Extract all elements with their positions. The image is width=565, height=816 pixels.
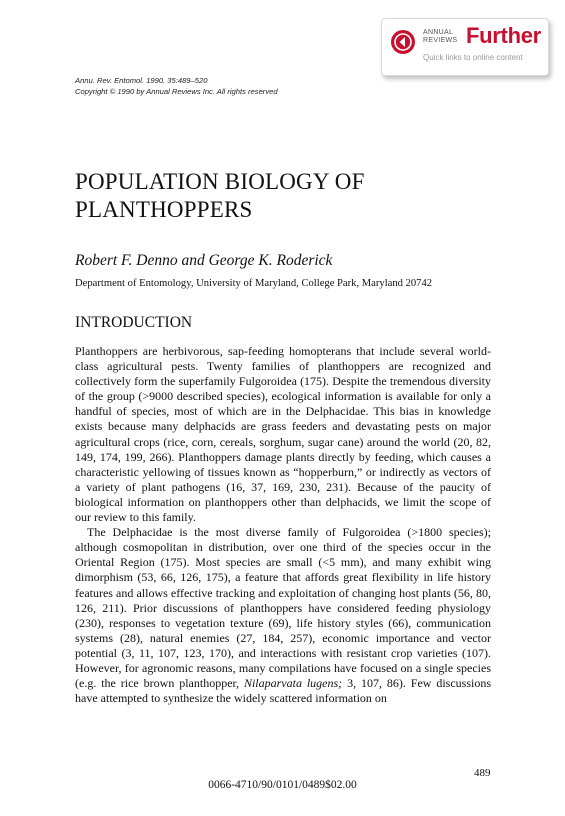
copyright-notice: Copyright © 1990 by Annual Reviews Inc. All rights reserved	[75, 87, 278, 96]
article-authors: Robert F. Denno and George K. Roderick	[75, 252, 333, 269]
badge-further-label: Further	[466, 23, 541, 48]
badge-annual-label: ANNUAL	[423, 29, 454, 36]
paragraph-1: Planthoppers are herbivorous, sap-feeding homopterans that include several world-class agricultural pests. Twenty families of planthoppers are recognized and collectively form the superfamily Fulgoroidea (175). Despite the tremendous diversity of the group (>9000 described species), ecological information is available for only a handful of species, most of which are in the Delphacidae. This bias in knowledge exists because many delphacids are grass feeders and devastating pests on major agricultural crops (rice, corn, cereals, sorghum, sugar cane) around the world (20, 82, 149, 174, 199, 266). Planthoppers damage plants directly by feeding, which causes a characteristic yellowing of tissues known as “hopperburn,” or indirectly as vectors of a variety of plant pathogens (16, 37, 169, 230, 231). Because of the paucity of biological information on planthoppers other than delphacids, we limit the scope of our review to this family.	[75, 344, 491, 525]
badge-reviews-label: REVIEWS	[423, 37, 458, 44]
page-number: 489	[474, 767, 491, 779]
paragraph-2-tail: 3, 107, 86). Few discussions have attempted to synthesize the widely scattered information on	[75, 676, 492, 706]
arrow-left-circle-icon	[391, 30, 415, 54]
species-name: Nilaparvata lugens;	[243, 676, 343, 691]
author-affiliation: Department of Entomology, University of Maryland, College Park, Maryland 20742	[75, 278, 433, 289]
article-code: 0066-4710/90/0101/0489$02.00	[208, 779, 357, 791]
section-heading: INTRODUCTION	[75, 314, 193, 331]
article-title: POPULATION BIOLOGY OF PLANTHOPPERS	[75, 169, 365, 222]
journal-reference: Annu. Rev. Entomol. 1990. 35:489–520	[75, 76, 208, 85]
badge-tagline: Quick links to online content	[423, 53, 523, 62]
paragraph-2-text: The Delphacidae is the most diverse family of Fulgoroidea (>1800 species); although cosmopolitan in distribution, over one third of the species occur in the Oriental Region (175). Most species are small (<5 mm), and many exhibit wing dimorphism (53, 66, 126, 175), a feature that affords great flexibility in life history features and allows effective tracking and exploitation of changing host plants (56, 80, 126, 211). Prior discussions of planthoppers have considered feeding physiology (230), responses to vegetation texture (69), life history styles (66), communication systems (28), natural enemies (27, 184, 257), economic importance and vector potential (3, 11, 107, 123, 170), and interactions with resistant crop varieties (107). However, for agronomic reasons, many compilations have focused on a single species (e.g. the rice brown planthopper,	[75, 525, 491, 691]
article-body	[75, 344, 491, 706]
paragraph-2	[75, 525, 491, 706]
further-links-badge[interactable]	[381, 18, 549, 76]
